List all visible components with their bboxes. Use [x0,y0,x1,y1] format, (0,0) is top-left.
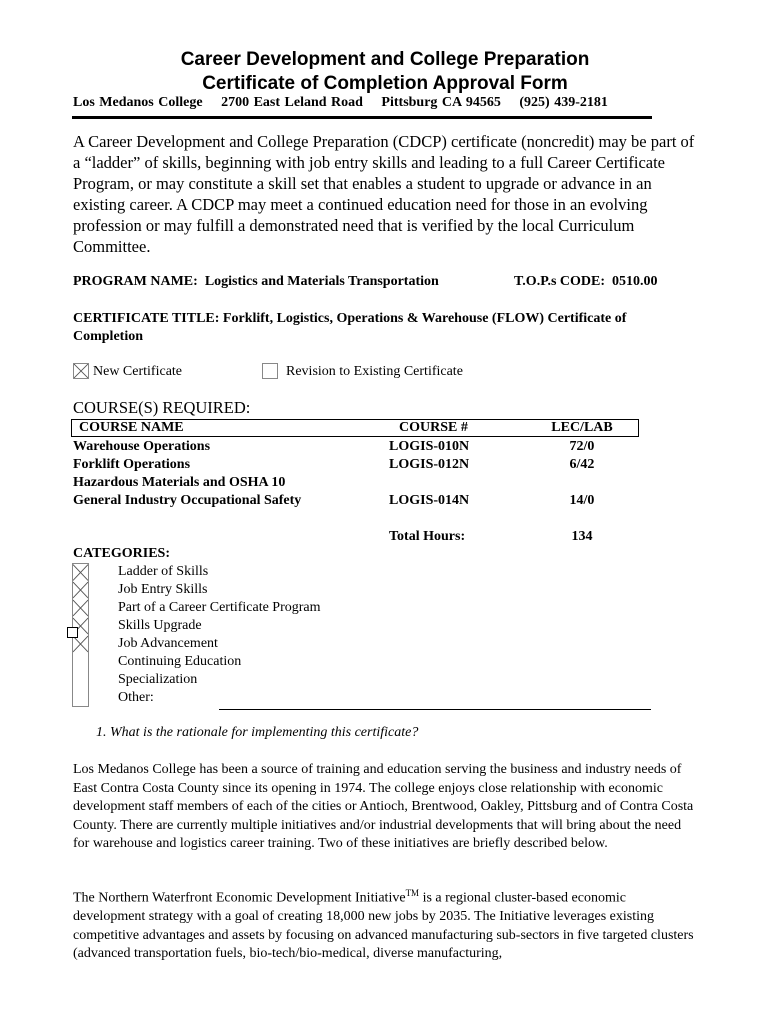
program-name-value: Logistics and Materials Transportation [204,274,439,289]
category-label-other: Other: [118,690,154,705]
course-row-4-number: LOGIS-014N [389,493,470,508]
phone-number: (925) 439-2181 [519,95,608,110]
course-row-1-lab: 72/0 [569,439,595,454]
program-name-label: PROGRAM NAME: [73,274,198,289]
certificate-title [73,310,693,346]
check-x-icon [73,564,88,581]
new-certificate-checkbox[interactable] [73,363,89,379]
category-label-ladder: Ladder of Skills [118,564,209,579]
total-hours-label: Total Hours: [389,529,466,544]
course-row-4-name: General Industry Occupational Safety [73,493,302,508]
city-state-zip: Pittsburg CA 94565 [381,95,501,110]
tops-code [514,273,658,291]
header-divider [72,116,652,119]
program-name [73,273,439,291]
col-course-name: COURSE NAME [79,420,184,435]
category-checkbox-other[interactable] [72,689,89,707]
form-title-line2: Certificate of Completion Approval Form [202,73,568,94]
question-1: 1. What is the rationale for implementing this certificate? [96,725,419,740]
category-label-continuing-ed: Continuing Education [118,654,242,669]
certificate-title-label: CERTIFICATE TITLE: [73,311,220,326]
total-hours-value: 134 [571,529,593,544]
category-checkbox-career-cert[interactable] [72,599,89,617]
category-checkbox-job-entry[interactable] [72,581,89,599]
categories-heading: CATEGORIES: [73,546,170,561]
intro-paragraph: A Career Development and College Preparation (CDCP) certificate (noncredit) may be part of a “ladder” of skills, beginning with job entry skills and leading to a full Career Certificate Program, or may constitute a skill set that enables a student to upgrade or advance in an existing career. A CDCP may meet a continued education need for those in an evolving profession or may fulfill a demonstrated need that is verified by the local Curriculum Committee. [73,132,695,256]
paragraph-2-rest: is a regional cluster-based economic development strategy with a goal of creating 18,000 new jobs by 2035. The Initiative leverages existing competitive advantages and assets by focusing on advanced manufacturing sub-sectors in five targeted clusters (advanced transportation fuels, bio-tech/bio-medical, diverse manufacturing, [73,890,694,962]
col-lec-lab: LEC/LAB [551,420,613,435]
other-input-line[interactable] [219,709,651,710]
rationale-paragraph-1: Los Medanos College has been a source of training and education serving the business and industry needs of East Contra Costa County since its opening in 1974. The college enjoys close relationship with economic development staff members of each of the cities or Antioch, Brentwood, Oakley, Pittsburg and of Contra Costa County. There are currently multiple initiatives and/or industrial developments that will bring about the need for warehouse and logistics career training. Two of these initiatives are briefly described below. [73,762,694,851]
check-x-icon [73,599,88,617]
new-certificate-label: New Certificate [93,364,183,379]
course-row-1-name: Warehouse Operations [73,439,211,454]
course-row-1-number: LOGIS-010N [389,439,470,454]
col-course-number: COURSE # [399,420,468,435]
course-row-2-number: LOGIS-012N [389,457,470,472]
stray-square-icon [67,627,78,638]
tops-code-value: 0510.00 [612,274,658,289]
check-x-icon [74,364,88,378]
tops-code-label: T.O.P.s CODE: [514,274,606,289]
check-x-icon [73,581,88,599]
category-label-specialization: Specialization [118,672,198,687]
course-row-2-name: Forklift Operations [73,457,191,472]
course-row-2-lab: 6/42 [569,457,595,472]
course-row-4-lab: 14/0 [569,493,595,508]
paragraph-2-start: The Northern Waterfront Economic Development Initiative [73,890,406,906]
trademark-mark: TM [405,888,420,898]
courses-heading: COURSE(S) REQUIRED: [73,398,251,417]
revision-label: Revision to Existing Certificate [286,364,463,379]
rationale-paragraph-2 [73,884,695,964]
course-row-3-name: Hazardous Materials and OSHA 10 [73,475,286,490]
street-address: 2700 East Leland Road [221,95,363,110]
college-name: Los Medanos College [73,95,203,110]
form-title-line1: Career Development and College Preparation [180,49,590,70]
category-checkbox-ladder[interactable] [72,563,89,581]
category-checkbox-specialization[interactable] [72,671,89,689]
category-label-skills-upgrade: Skills Upgrade [118,618,202,633]
category-label-job-advancement: Job Advancement [118,636,218,651]
category-checkbox-continuing-ed[interactable] [72,653,89,671]
category-label-career-cert: Part of a Career Certificate Program [118,600,321,615]
category-label-job-entry: Job Entry Skills [118,582,208,597]
certificate-title-value: Forklift, Logistics, Operations & Warehouse (FLOW) Certificate of Completion [73,311,627,344]
revision-checkbox[interactable] [262,363,278,379]
address-line [73,95,622,111]
